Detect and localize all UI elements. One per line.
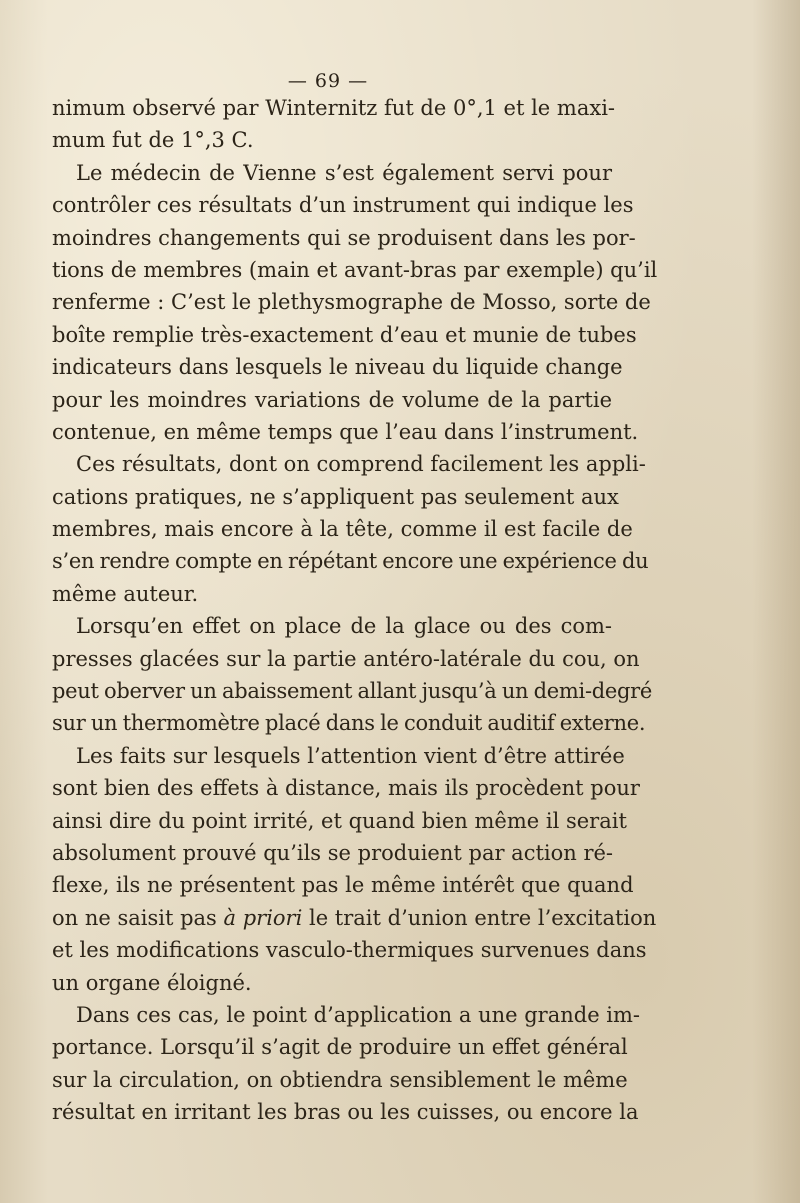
text-line: renferme : C’est le plethysmographe de Mosso, sorte de bbox=[52, 290, 651, 315]
text-line: absolument prouvé qu’ils se produient par action ré- bbox=[52, 840, 614, 865]
text-line: contrôler ces résultats d’un instrument qui indique les bbox=[52, 193, 634, 218]
text-line: un organe éloigné. bbox=[52, 970, 252, 995]
text-line: sont bien des effets à distance, mais ils procèdent pour bbox=[52, 776, 640, 801]
text-segment: le trait d’union entre l’excitation bbox=[302, 905, 657, 930]
text-line: moindres changements qui se produisent dans les por- bbox=[52, 225, 636, 250]
text-line: sur la circulation, on obtiendra sensiblement le même bbox=[52, 1067, 628, 1092]
text-line: Le médecin de Vienne s’est également servi pour bbox=[76, 160, 612, 185]
text-line: sur un thermomètre placé dans le conduit auditif externe. bbox=[52, 711, 646, 736]
text-line: Ces résultats, dont on comprend facilement les appli- bbox=[76, 452, 646, 477]
text-line: portance. Lorsqu’il s’agit de produire un effet général bbox=[52, 1035, 628, 1060]
text-line: tions de membres (main et avant-bras par exemple) qu’il bbox=[52, 257, 658, 282]
page-number: — 69 — bbox=[287, 70, 369, 92]
text-line: cations pratiques, ne s’appliquent pas seulement aux bbox=[52, 484, 619, 509]
text-line: contenue, en même temps que l’eau dans l’instrument. bbox=[52, 419, 639, 444]
text-line: s’en rendre compte en répétant encore une expérience du bbox=[52, 549, 649, 574]
text-line bbox=[52, 902, 657, 934]
text-line: Lorsqu’en effet on place de la glace ou des com- bbox=[76, 614, 612, 639]
text-line: boîte remplie très-exactement d’eau et munie de tubes bbox=[52, 322, 637, 347]
text-line: membres, mais encore à la tête, comme il est facile de bbox=[52, 517, 633, 542]
text-line: flexe, ils ne présentent pas le même intérêt que quand bbox=[52, 873, 634, 898]
text-line: et les modifications vasculo-thermiques survenues dans bbox=[52, 938, 647, 963]
text-line: indicateurs dans lesquels le niveau du liquide change bbox=[52, 355, 623, 380]
italic-phrase: à priori bbox=[223, 905, 303, 930]
text-line: presses glacées sur la partie antéro-latérale du cou, on bbox=[52, 646, 640, 671]
text-line: même auteur. bbox=[52, 581, 199, 606]
text-segment: on ne saisit pas bbox=[52, 905, 224, 930]
text-line: Les faits sur lesquels l’attention vient d’être attirée bbox=[76, 743, 625, 768]
text-line: nimum observé par Winternitz fut de 0°,1 et le maxi- bbox=[52, 96, 616, 120]
text-line: Dans ces cas, le point d’application a une grande im- bbox=[76, 1002, 641, 1027]
body-text bbox=[52, 92, 658, 1129]
text-line: ainsi dire du point irrité, et quand bien même il serait bbox=[52, 808, 627, 833]
text-line: peut oberver un abaissement allant jusqu’à un demi-degré bbox=[52, 679, 653, 704]
text-line: pour les moindres variations de volume de la partie bbox=[52, 387, 612, 412]
text-line: résultat en irritant les bras ou les cuisses, ou encore la bbox=[52, 1100, 639, 1125]
text-line: mum fut de 1°,3 C. bbox=[52, 128, 254, 153]
